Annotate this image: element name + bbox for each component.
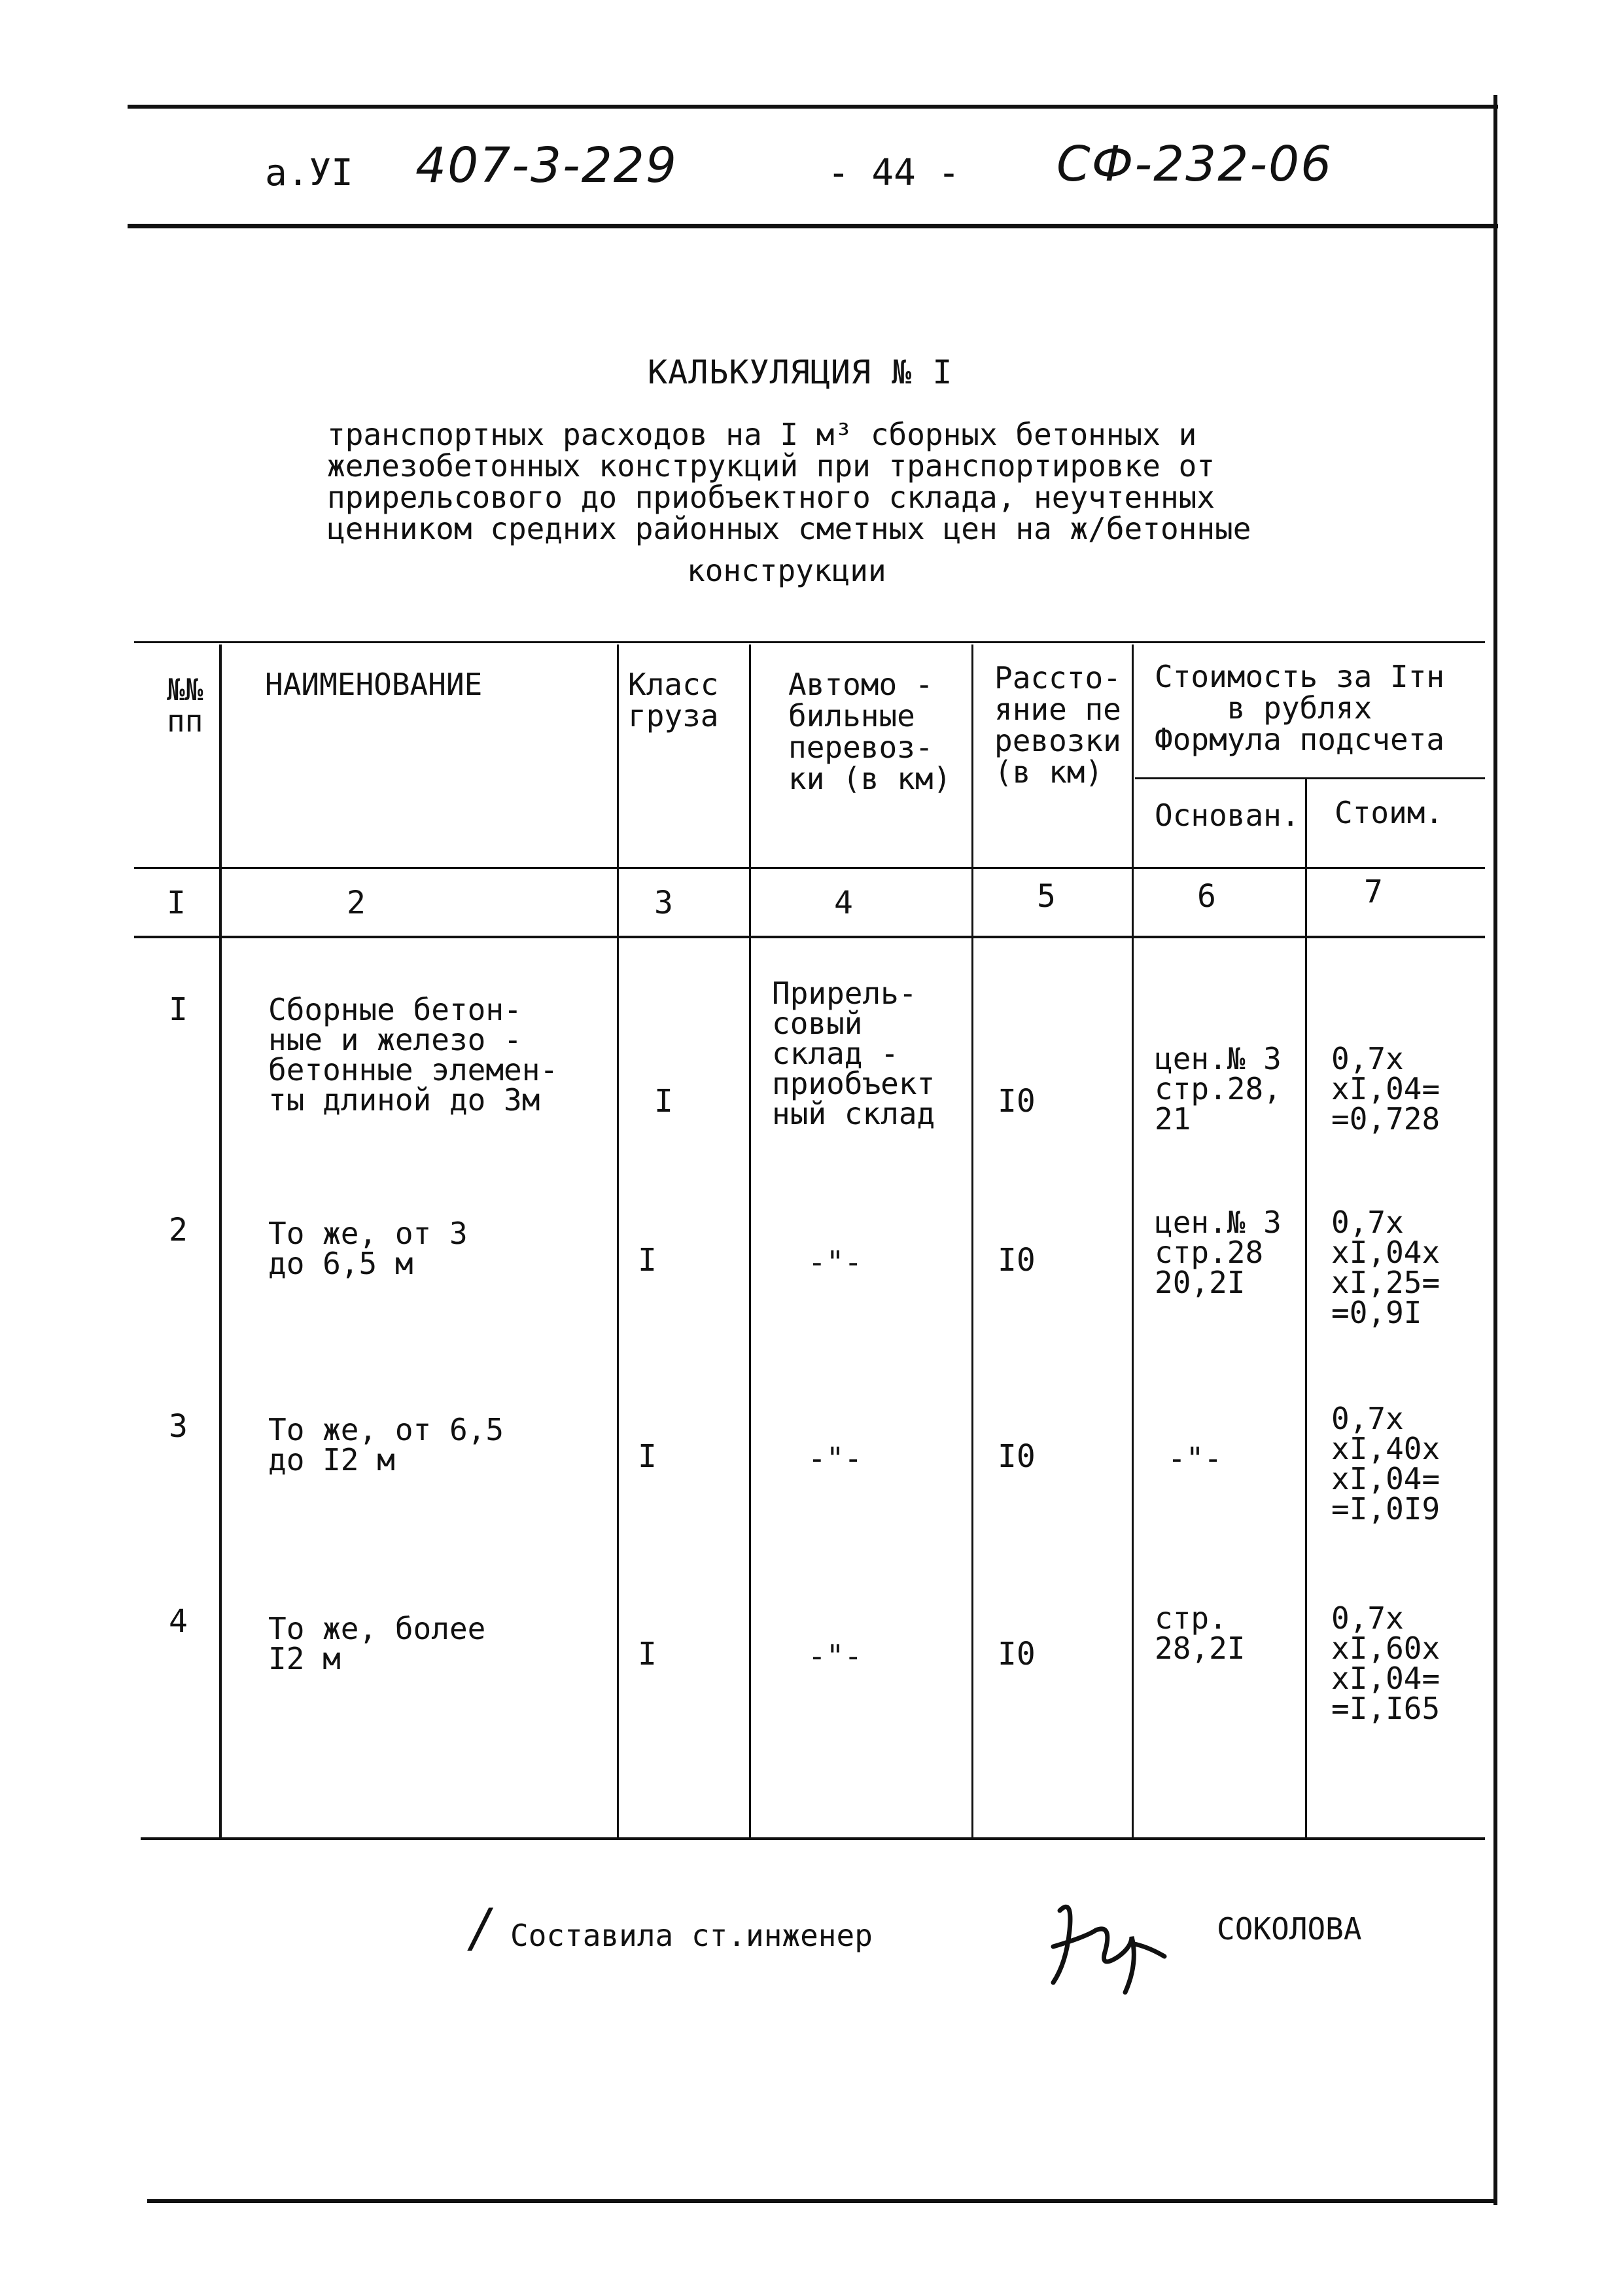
row-cost: 0,7x xI,04= =0,728 [1331,1041,1440,1137]
col-divider-4 [971,645,973,1839]
row-basis: цен.№ 3 стр.28 20,2I [1155,1205,1282,1300]
row-name: То же, от 6,5 до I2 м [268,1412,504,1477]
header-bottom-rule [134,867,1485,869]
table-bottom-rule [141,1837,1485,1840]
row-distance: I0 [998,1438,1036,1475]
header-basis: Основан. [1155,798,1300,833]
col-divider-5 [1132,645,1134,1839]
compiler-name: СОКОЛОВА [1217,1911,1362,1947]
header-cost-group: Стоимость за Iтн в рублях Формула подсчета [1155,659,1445,757]
compiled-by-label: Составила ст.инженер [510,1918,873,1953]
table-top-rule [134,641,1485,643]
row-name: То же, более I2 м [268,1611,486,1676]
bottom-rule [147,2199,1497,2203]
row-class: I [638,1242,657,1279]
header-distance: Рассто- яние пе ревозки (в км) [994,660,1121,790]
row-cost: 0,7x xI,60x xI,04= =I,I65 [1331,1600,1440,1726]
top-rule [128,105,1498,109]
row-name: То же, от 3 до 6,5 м [268,1216,468,1281]
subtitle-line-4: ценником средних районных сметных цен на ж/бетонные [327,511,1251,546]
colnum-bottom-rule [134,936,1485,938]
row-transport: -"- [808,1638,863,1674]
signature-slash: / [471,1898,489,1958]
row-number: I [169,991,188,1028]
document-title: КАЛЬКУЛЯЦИЯ № I [648,353,953,391]
subtitle-line-3: прирельсового до приобъектного склада, неучтенных [327,480,1215,515]
document-code: СФ-232-06 [1056,136,1333,192]
row-cost: 0,7x xI,40x xI,04= =I,0I9 [1331,1401,1440,1527]
header-name: НАИМЕНОВАНИЕ [265,667,483,702]
right-border [1493,95,1497,2205]
colnum-5: 5 [1037,878,1056,915]
row-transport: Прирель- совый склад - приобъект ный склад [772,976,935,1131]
colnum-6: 6 [1197,878,1216,915]
row-distance: I0 [998,1636,1036,1672]
col-divider-2 [617,645,619,1839]
album-label: а.УI [265,152,353,194]
row-distance: I0 [998,1083,1036,1120]
colnum-4: 4 [834,885,853,921]
row-number: 3 [169,1408,188,1445]
colnum-1: I [167,885,186,921]
header-auto-transport: Автомо - бильные перевоз- ки (в км) [788,667,952,796]
colnum-2: 2 [347,885,366,921]
row-distance: I0 [998,1242,1036,1279]
colnum-3: 3 [654,885,673,921]
subtitle-line-1: транспортных расходов на I м³ сборных бетонных и [327,417,1197,452]
row-number: 2 [169,1212,188,1248]
subheader-rule [1135,777,1485,779]
col-divider-1 [219,645,222,1839]
row-basis: цен.№ 3 стр.28, 21 [1155,1041,1282,1137]
colnum-7: 7 [1364,874,1383,910]
row-class: I [638,1438,657,1475]
subtitle-line-5: конструкции [687,553,886,588]
header-cost: Стоим. [1335,795,1444,830]
subtitle-line-2: железобетонных конструкций при транспортировке от [327,448,1215,484]
row-basis: -"- [1168,1441,1223,1476]
row-cost: 0,7x xI,04x xI,25= =0,9I [1331,1205,1440,1330]
page-number: - 44 - [828,152,960,194]
col-divider-6 [1305,779,1307,1839]
header-number: №№ пп [167,672,203,739]
row-class: I [654,1083,673,1120]
row-transport: -"- [808,1245,863,1280]
row-basis: стр. 28,2I [1155,1600,1246,1666]
row-number: 4 [169,1603,188,1640]
row-name: Сборные бетон- ные и железо - бетонные элемен- ты длиной до 3м [268,992,559,1118]
header-class: Класс груза [628,667,719,733]
handwritten-signature [1034,1884,1178,2002]
project-number: 407-3-229 [415,137,678,194]
row-transport: -"- [808,1441,863,1476]
row-class: I [638,1636,657,1672]
col-divider-3 [749,645,751,1839]
header-rule [128,224,1498,228]
